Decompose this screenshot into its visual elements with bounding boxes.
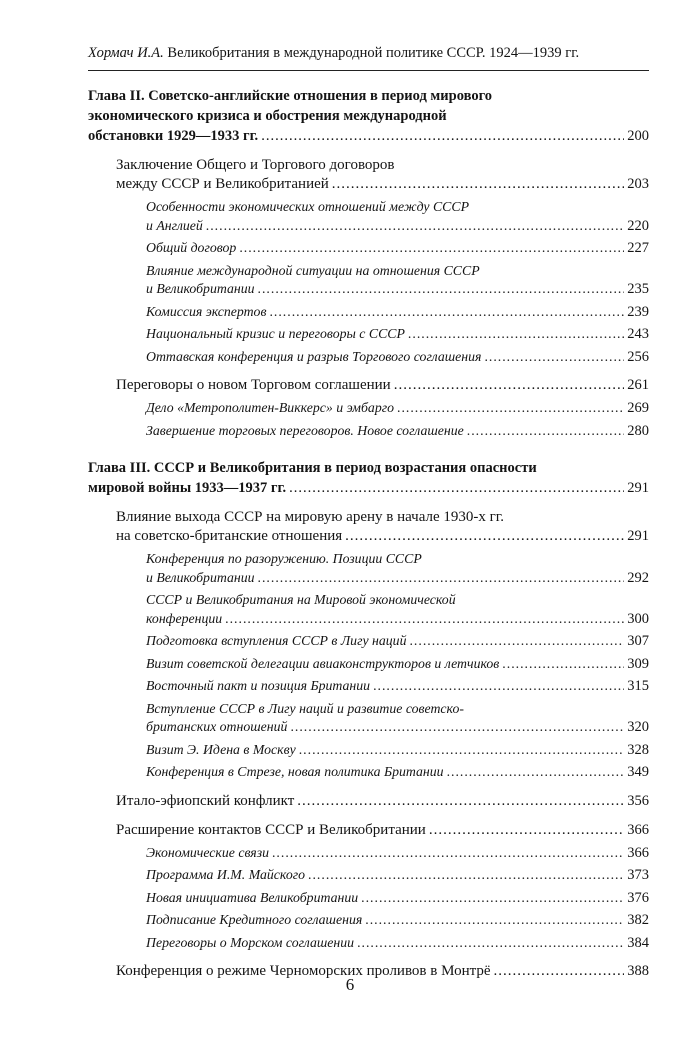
leader-dots <box>373 677 624 696</box>
toc-line: Заключение Общего и Торгового договоров <box>116 157 395 173</box>
spacer <box>88 440 649 454</box>
toc-subsection[interactable] <box>146 399 649 418</box>
leader-dots <box>345 527 624 546</box>
toc-page: 227 <box>627 240 649 256</box>
toc-page: 243 <box>627 326 649 342</box>
toc-title: британских отношений <box>146 719 288 734</box>
toc-title: и Великобритании <box>146 281 255 296</box>
leader-dots <box>261 126 624 146</box>
toc-subsection[interactable] <box>146 422 649 441</box>
toc-line: экономического кризиса и обострения международной <box>88 108 447 124</box>
toc-subsection[interactable] <box>146 934 649 953</box>
toc-page: 292 <box>627 569 649 586</box>
toc-title: Программа И.М. Майского <box>146 867 306 882</box>
toc-chapter-3[interactable] <box>88 458 649 498</box>
toc-page: 235 <box>627 281 649 297</box>
toc-subsection[interactable] <box>146 591 649 628</box>
toc-subsection[interactable] <box>146 763 649 782</box>
toc-title: Завершение торговых переговоров. Новое соглашение <box>146 422 464 438</box>
leader-dots <box>206 217 624 236</box>
toc-title: Переговоры о новом Торговом соглашении <box>116 377 391 393</box>
leader-dots <box>258 569 625 588</box>
toc-title: между СССР и Великобританией <box>116 176 329 192</box>
toc-subsection[interactable] <box>146 262 649 299</box>
toc-subsection[interactable] <box>146 741 649 760</box>
toc-section[interactable] <box>116 508 649 546</box>
toc-page: 356 <box>627 792 649 809</box>
toc-page: 366 <box>627 821 649 838</box>
toc-title: Подписание Кредитного соглашения <box>146 912 363 927</box>
toc-page: 261 <box>627 377 649 393</box>
toc-subsection[interactable] <box>146 911 649 930</box>
toc-title: и Великобритании <box>146 569 255 585</box>
leader-dots <box>290 718 624 737</box>
toc-subsection[interactable] <box>146 325 649 344</box>
toc-title: конференции <box>146 610 223 626</box>
toc-line: Вступление СССР в Лигу наций и развитие советско- <box>146 700 464 716</box>
toc-page: 373 <box>627 867 649 883</box>
toc-line: Конференция по разоружению. Позиции СССР <box>146 551 422 566</box>
toc-subsection[interactable] <box>146 303 649 322</box>
toc-page: 388 <box>627 963 649 979</box>
table-of-contents <box>88 82 649 981</box>
toc-subsection[interactable] <box>146 889 649 908</box>
toc-line: Влияние международной ситуации на отношения СССР <box>146 262 480 278</box>
toc-title: Дело «Метрополитен-Виккерс» и эмбарго <box>146 400 394 415</box>
toc-title: на советско-британские отношения <box>116 528 343 544</box>
toc-title: мировой войны 1933—1937 гг. <box>88 480 287 496</box>
leader-dots <box>409 632 624 651</box>
leader-dots <box>225 610 624 629</box>
toc-page: 384 <box>627 934 649 951</box>
toc-line: СССР и Великобритания на Мировой экономической <box>146 592 456 607</box>
toc-page: 291 <box>627 528 649 544</box>
toc-page: 203 <box>627 176 649 192</box>
toc-section[interactable] <box>116 792 649 811</box>
toc-page: 382 <box>627 912 649 928</box>
toc-section[interactable] <box>116 376 649 395</box>
toc-title: Национальный кризис и переговоры с СССР <box>146 326 405 341</box>
leader-dots <box>272 844 624 863</box>
page-number: 6 <box>345 975 355 994</box>
toc-subsection[interactable] <box>146 655 649 674</box>
leader-dots <box>308 866 624 885</box>
leader-dots <box>332 175 624 194</box>
toc-title: Расширение контактов СССР и Великобритании <box>116 821 426 838</box>
toc-title: Переговоры о Морском соглашении <box>146 934 355 950</box>
toc-page: 320 <box>627 719 649 735</box>
toc-line: Влияние выхода СССР на мировую арену в начале 1930-х гг. <box>116 509 505 525</box>
leader-dots <box>269 303 624 322</box>
leader-dots <box>447 763 625 782</box>
toc-title: и Англией <box>146 217 203 233</box>
leader-dots <box>258 280 625 299</box>
toc-page: 256 <box>627 348 649 365</box>
toc-title: Новая инициатива Великобритании <box>146 889 359 905</box>
toc-title: Общий договор <box>146 240 237 255</box>
toc-title: Визит Э. Идена в Москву <box>146 741 296 757</box>
toc-page: 309 <box>627 655 649 672</box>
toc-subsection[interactable] <box>146 348 649 367</box>
toc-page: 376 <box>627 889 649 906</box>
toc-section[interactable] <box>116 821 649 840</box>
toc-page: 200 <box>627 128 649 144</box>
leader-dots <box>397 399 624 418</box>
toc-title: Визит советской делегации авиаконструкторов и летчиков <box>146 655 500 671</box>
toc-title: Конференция о режиме Черноморских проливов в Монтрё <box>116 963 491 979</box>
leader-dots <box>502 655 624 674</box>
running-header <box>88 45 648 62</box>
toc-line: Особенности экономических отношений между СССР <box>146 199 470 214</box>
toc-subsection[interactable] <box>146 239 649 258</box>
toc-page: 280 <box>627 422 649 439</box>
header-author: Хормач И.А. <box>88 45 164 61</box>
toc-title: Восточный пакт и позиция Британии <box>146 678 371 693</box>
toc-page: 349 <box>627 764 649 780</box>
toc-subsection[interactable] <box>146 632 649 651</box>
toc-title: Конференция в Стрезе, новая политика Британии <box>146 764 444 779</box>
toc-page: 220 <box>627 217 649 234</box>
toc-page: 239 <box>627 303 649 320</box>
toc-line: Глава II. Советско-английские отношения в период мирового <box>88 88 493 104</box>
leader-dots <box>484 348 624 367</box>
leader-dots <box>365 911 624 930</box>
leader-dots <box>239 239 624 258</box>
toc-page: 291 <box>627 480 649 496</box>
toc-title: Комиссия экспертов <box>146 303 267 319</box>
leader-dots <box>467 422 624 441</box>
toc-subsection[interactable] <box>146 198 649 235</box>
leader-dots <box>357 934 624 953</box>
toc-title: Экономические связи <box>146 844 269 860</box>
toc-page: 328 <box>627 741 649 758</box>
toc-page: 269 <box>627 400 649 416</box>
toc-title: Подготовка вступления СССР в Лигу наций <box>146 633 407 648</box>
toc-page: 366 <box>627 844 649 861</box>
toc-title: Итало-эфиопский конфликт <box>116 792 295 809</box>
leader-dots <box>289 478 624 498</box>
leader-dots <box>361 889 624 908</box>
header-rule <box>88 70 649 71</box>
toc-chapter-2[interactable] <box>88 86 649 146</box>
leader-dots <box>299 741 625 760</box>
toc-line: Глава III. СССР и Великобритания в период возрастания опасности <box>88 460 537 476</box>
toc-subsection[interactable] <box>146 677 649 696</box>
toc-subsection[interactable] <box>146 844 649 863</box>
toc-title: обстановки 1929—1933 гг. <box>88 128 259 144</box>
leader-dots <box>408 325 624 344</box>
toc-section[interactable] <box>116 156 649 194</box>
leader-dots <box>297 792 624 811</box>
header-title: Великобритания в международной политике СССР. 1924—1939 гг. <box>167 45 580 61</box>
toc-subsection[interactable] <box>146 550 649 587</box>
toc-title: Оттавская конференция и разрыв Торгового соглашения <box>146 348 482 364</box>
toc-page: 307 <box>627 633 649 649</box>
toc-subsection[interactable] <box>146 866 649 885</box>
toc-subsection[interactable] <box>146 700 649 737</box>
leader-dots <box>394 376 625 395</box>
leader-dots <box>429 821 624 840</box>
toc-page: 300 <box>627 610 649 627</box>
toc-page: 315 <box>627 678 649 694</box>
